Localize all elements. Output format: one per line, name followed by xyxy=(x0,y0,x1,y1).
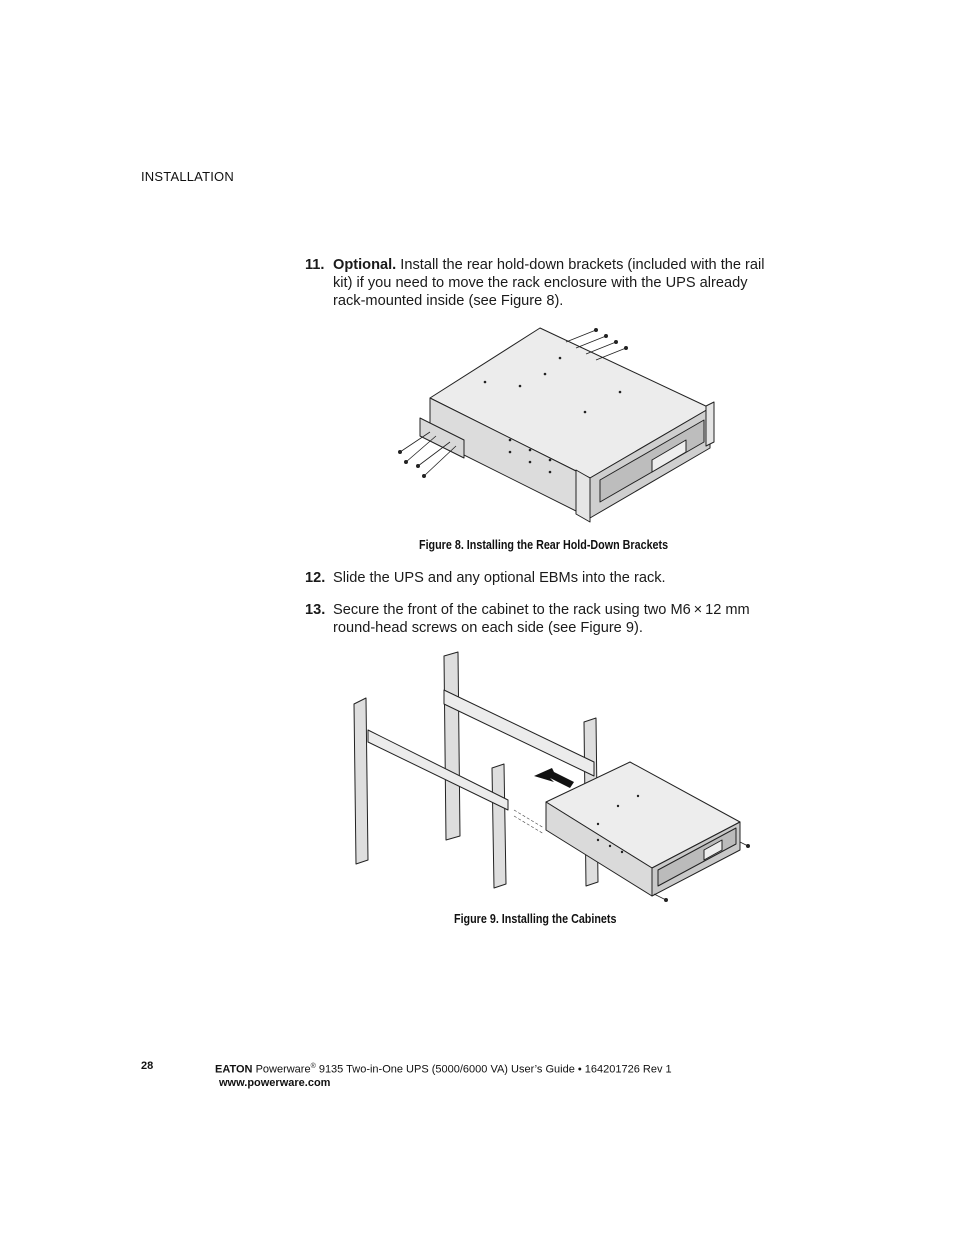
step-emphasis: Optional. xyxy=(333,257,397,273)
step-text: Slide the UPS and any optional EBMs into the rack. xyxy=(333,570,666,586)
figure-9-illustration xyxy=(348,650,758,905)
figure-8-caption: Figure 8. Installing the Rear Hold-Down Brackets xyxy=(419,538,669,552)
figure-9-caption: Figure 9. Installing the Cabinets xyxy=(454,912,617,926)
website-url: www.powerware.com xyxy=(219,1076,331,1089)
figure-8-illustration xyxy=(390,322,730,532)
step-13 xyxy=(305,601,775,637)
section-header: INSTALLATION xyxy=(141,169,234,184)
page-number: 28 xyxy=(141,1060,154,1072)
step-number: 12. xyxy=(305,570,326,586)
step-text: Install the rear hold-down brackets (included with the rail kit) if you need to move the rack enclosure with the UPS already rack-mounted inside (see Figure 8). xyxy=(333,257,765,309)
product-name: Powerware xyxy=(255,1063,311,1076)
step-text: Secure the front of the cabinet to the rack using two M6 × 12 mm round-head screws on each side (see Figure 9). xyxy=(333,602,750,636)
step-11 xyxy=(305,256,775,310)
step-number: 13. xyxy=(305,602,326,618)
document-title: 9135 Two-in-One UPS (5000/6000 VA) User’s Guide • 164201726 Rev 1 xyxy=(315,1063,672,1076)
registered-mark: ® xyxy=(310,1063,316,1070)
step-12 xyxy=(305,569,775,587)
footer-text xyxy=(215,1060,672,1090)
brand-name: EATON xyxy=(215,1063,253,1076)
step-number: 11. xyxy=(305,257,325,273)
